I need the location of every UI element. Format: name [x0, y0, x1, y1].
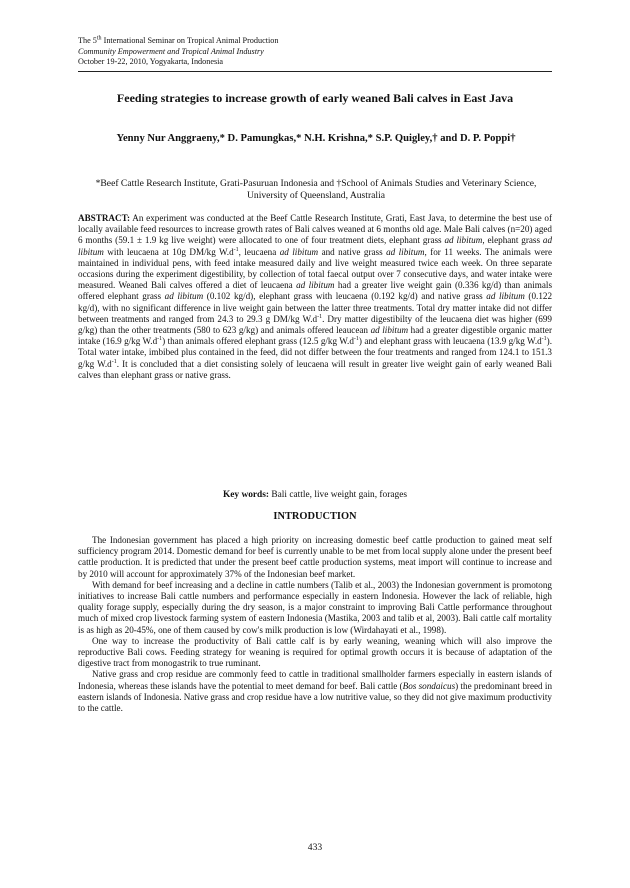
paragraph: One way to increase the productivity of Bali cattle calf is by early weaning, weaning which will also improve the reproductive Bali cows. Feeding strategy for weaning is required for optimal growth occurs it is because of adaptation of the digestive tract from monogastrik to true ruminant. — [78, 635, 552, 669]
keywords: Key words: Bali cattle, live weight gain, forages — [222, 490, 408, 500]
header-line-2: Community Empowerment and Tropical Animal Industry — [78, 46, 264, 56]
page-number: 433 — [307, 842, 323, 853]
paper-title: Feeding strategies to increase growth of early weaned Bali calves in East Java — [116, 91, 514, 105]
header-line-1: The 5th International Seminar on Tropical Animal Production — [78, 35, 279, 45]
author-list: Yenny Nur Anggraeny,* D. Pamungkas,* N.H. Krishna,* S.P. Quigley,† and D. P. Poppi† — [116, 133, 516, 144]
paragraph: Native grass and crop residue are commonly feed to cattle in traditional smallholder farmers especially in eastern islands of Indonesia, whereas these islands have the potential to meet demand for beef. Bali cattle (Bos sondaicus) the predominant breed in eastern islands of Indonesia. Native grass and crop residue have a low nutritive value, so they did not give maximum productivity to the cattle. — [78, 669, 553, 714]
conference-header — [78, 36, 548, 68]
introduction-body — [78, 535, 552, 714]
abstract-label: ABSTRACT: — [78, 213, 131, 223]
abstract: ABSTRACT: An experiment was conducted at the Beef Cattle Research Institute, Grati, East Java, to determine the best use of locally available feed resources to increase growth rates of Bali calves weaned at 6 months old age. Male Bali calves (n=20) aged 6 months (59.1 ± 1.9 kg live weight) were allocated to one of four treatment diets, elephant grass ad libitum, elephant grass ad libitum with leucaena at 10g DM/kg $W.d^{-1}$, leucaena ad libitum and native grass ad libitum, for 11 weeks. The animals were maintained in individual pens, with feed intake measured daily and live weight measured twice each week. On three separate occasions during the experiment digestibility, by collection of total faecal output over 7 consecutive days, and water intake were measured. Weaned Bali calves offered a diet of leucaena ad libitum had a greater live weight gain (0.336 kg/d) than animals offered elephant grass ad libitum (0.102 kg/d), elephant grass with leucaena (0.192 kg/d) and native grass ad libitum (0.122 kg/d), with no significant difference in live weight gain between the latter three treatments. Total dry matter intake did not differ between treatments and ranged from 24.3 to 29.3 g DM/kg $W.d^{-1}$. Dry matter digestibilty of the leucaena diet was higher (699 g/kg) than the other treatments (580 to 623 g/kg) and animals offered leaucean ad libitum had a greater digestible organic matter intake (16.9 g/kg $W.d^{-1}$) than animals offered elephant grass (12.5 g/kg $W.d^{-1}$) and elephant grass with leucaena (13.9 g/kg $W.d^{-1}$). Total water intake, imbibed plus contained in the feed, did not differ between the four treatments and ranged from 124.1 to 151.3 g/kg $W.d^{-1}$. It is concluded that a diet consisting solely of leucaena will result in greater live weight gain of early weaned Bali calves than elephant grass or native grass. — [78, 213, 553, 380]
keywords-label: Key words: — [222, 490, 270, 500]
paragraph: With demand for beef increasing and a decline in cattle numbers (Talib et al., 2003) the Indonesian government is promotong initiatives to increase Bali cattle numbers and performance especially in eastern Indonesia. However the lack of reliable, high quality forage supply, especially during the dry season, is a major constraint to improving Bali Cattle performance throughout much of mixed crop livestock farming system of eastern Indonesia (Mastika, 2003 and talib et al, 2003). Bali cattle calf mortality is as high as 20-45%, one of them caused by cow's milk production is low (Wirdahayati et al., 1998). — [78, 579, 552, 635]
section-heading-introduction: INTRODUCTION — [273, 511, 357, 522]
header-rule — [78, 71, 552, 72]
paragraph: The Indonesian government has placed a high priority on increasing domestic beef cattle production to gained meat self sufficiency program 2014. Domestic demand for beef is currently unable to be met from local supply alone under the present beef cattle production. It is predicted that under the present beef cattle production systems, meat import will continue to increase and by 2010 will account for approximately 37% of the Indonesian beef market. — [78, 535, 552, 579]
affiliations: *Beef Cattle Research Institute, Grati-Pasuruan Indonesia and †School of Animals Studies and Veterinary Science, University of Queensland, Australia — [95, 178, 537, 202]
header-line-3: October 19-22, 2010, Yogyakarta, Indonesia — [78, 57, 224, 67]
